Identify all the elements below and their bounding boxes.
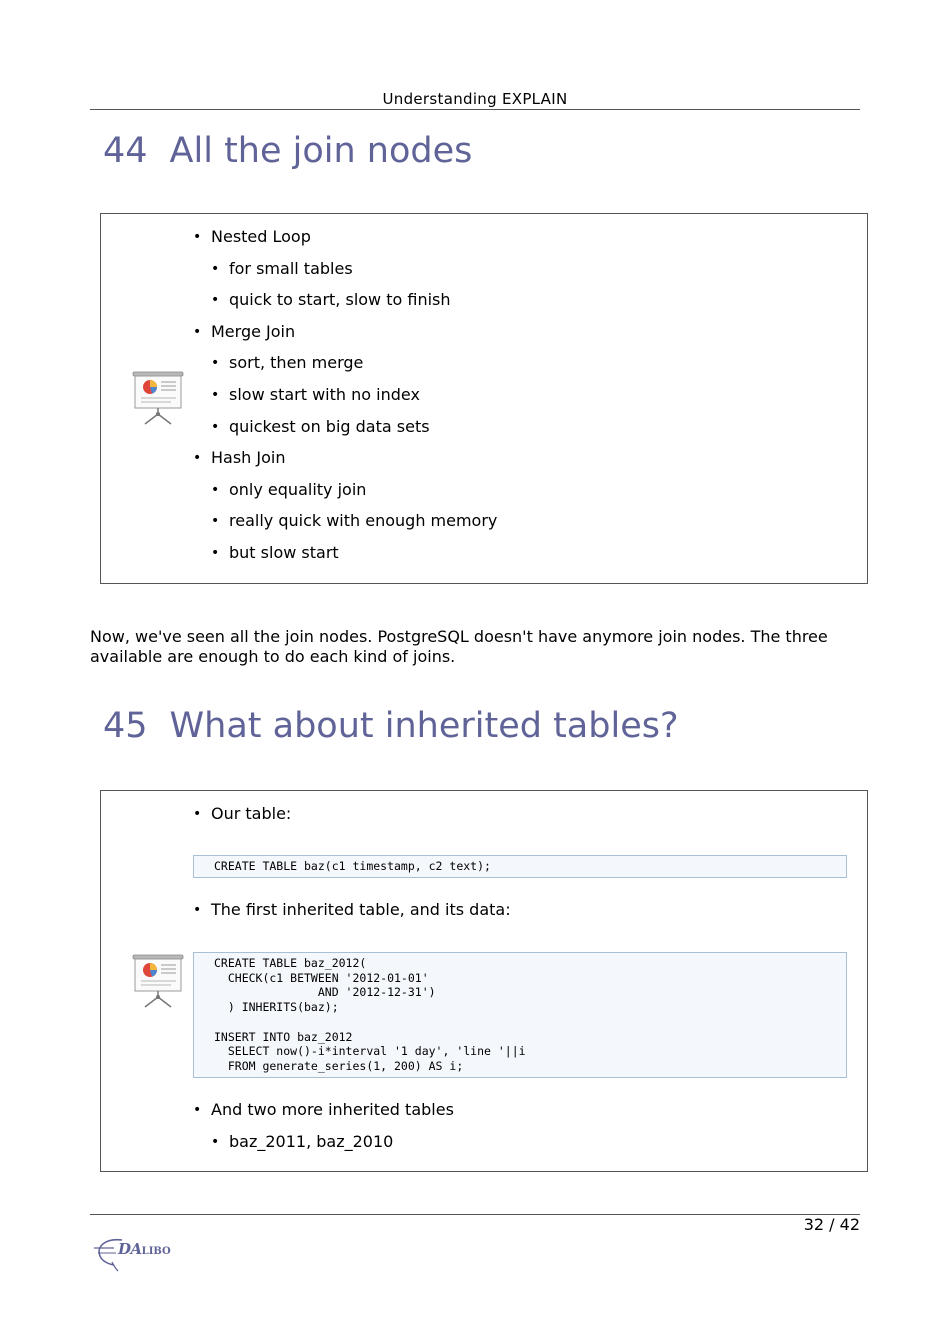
- list-item: • Our table:: [193, 804, 292, 823]
- footer-divider: [90, 1214, 860, 1215]
- section-45-title: What about inherited tables?: [169, 706, 679, 746]
- list-item: • quick to start, slow to finish: [211, 290, 451, 310]
- list-item: • sort, then merge: [211, 353, 364, 373]
- join-nodes-note: Now, we've seen all the join nodes. PostgreSQL doesn't have anymore join nodes. The three available are enough to do each kind of joins.: [90, 627, 828, 666]
- first-inherited-list: [193, 900, 511, 932]
- presentation-icon: [131, 953, 185, 1011]
- list-item: • really quick with enough memory: [211, 511, 498, 531]
- section-44-heading: [103, 131, 472, 171]
- logo-wordmark: DALIBO: [118, 1240, 171, 1258]
- list-item: • And two more inherited tables: [193, 1100, 454, 1119]
- list-item: • Merge Join: [193, 321, 296, 341]
- header-divider: [90, 109, 860, 110]
- list-item: • Nested Loop: [193, 227, 311, 246]
- list-item: • but slow start: [211, 542, 339, 562]
- section-44-number: 44: [103, 131, 148, 171]
- slide-box-join-nodes: [100, 213, 868, 584]
- code-create-baz: CREATE TABLE baz(c1 timestamp, c2 text);: [193, 855, 847, 878]
- section-44-title: All the join nodes: [169, 131, 473, 171]
- running-header: Understanding EXPLAIN: [382, 90, 568, 108]
- presentation-icon: [131, 370, 185, 428]
- code-create-baz-2012: CREATE TABLE baz_2012( CHECK(c1 BETWEEN '2012-01-01' AND '2012-12-31') ) INHERITS(baz); INSERT INTO baz_2012 SELECT now()-i*interval '1 day', 'line '||i FROM generate_series(1, 200) AS i;: [193, 952, 847, 1078]
- dalibo-logo: [92, 1234, 172, 1272]
- list-item: • baz_2011, baz_2010: [211, 1131, 394, 1151]
- more-inherited-list: [193, 1100, 454, 1163]
- our-table-list: [193, 804, 291, 836]
- section-45-heading: [103, 706, 679, 746]
- list-item: • Hash Join: [193, 448, 286, 468]
- list-item: • The first inherited table, and its data:: [193, 900, 511, 919]
- list-item: • for small tables: [211, 258, 353, 278]
- list-item: • slow start with no index: [211, 384, 420, 404]
- page-number: 32 / 42: [803, 1215, 860, 1234]
- section-45-number: 45: [103, 706, 148, 746]
- slide-box-inherited-tables: [100, 790, 868, 1172]
- list-item: • only equality join: [211, 479, 367, 499]
- join-nodes-list: [193, 227, 497, 575]
- list-item: • quickest on big data sets: [211, 416, 430, 436]
